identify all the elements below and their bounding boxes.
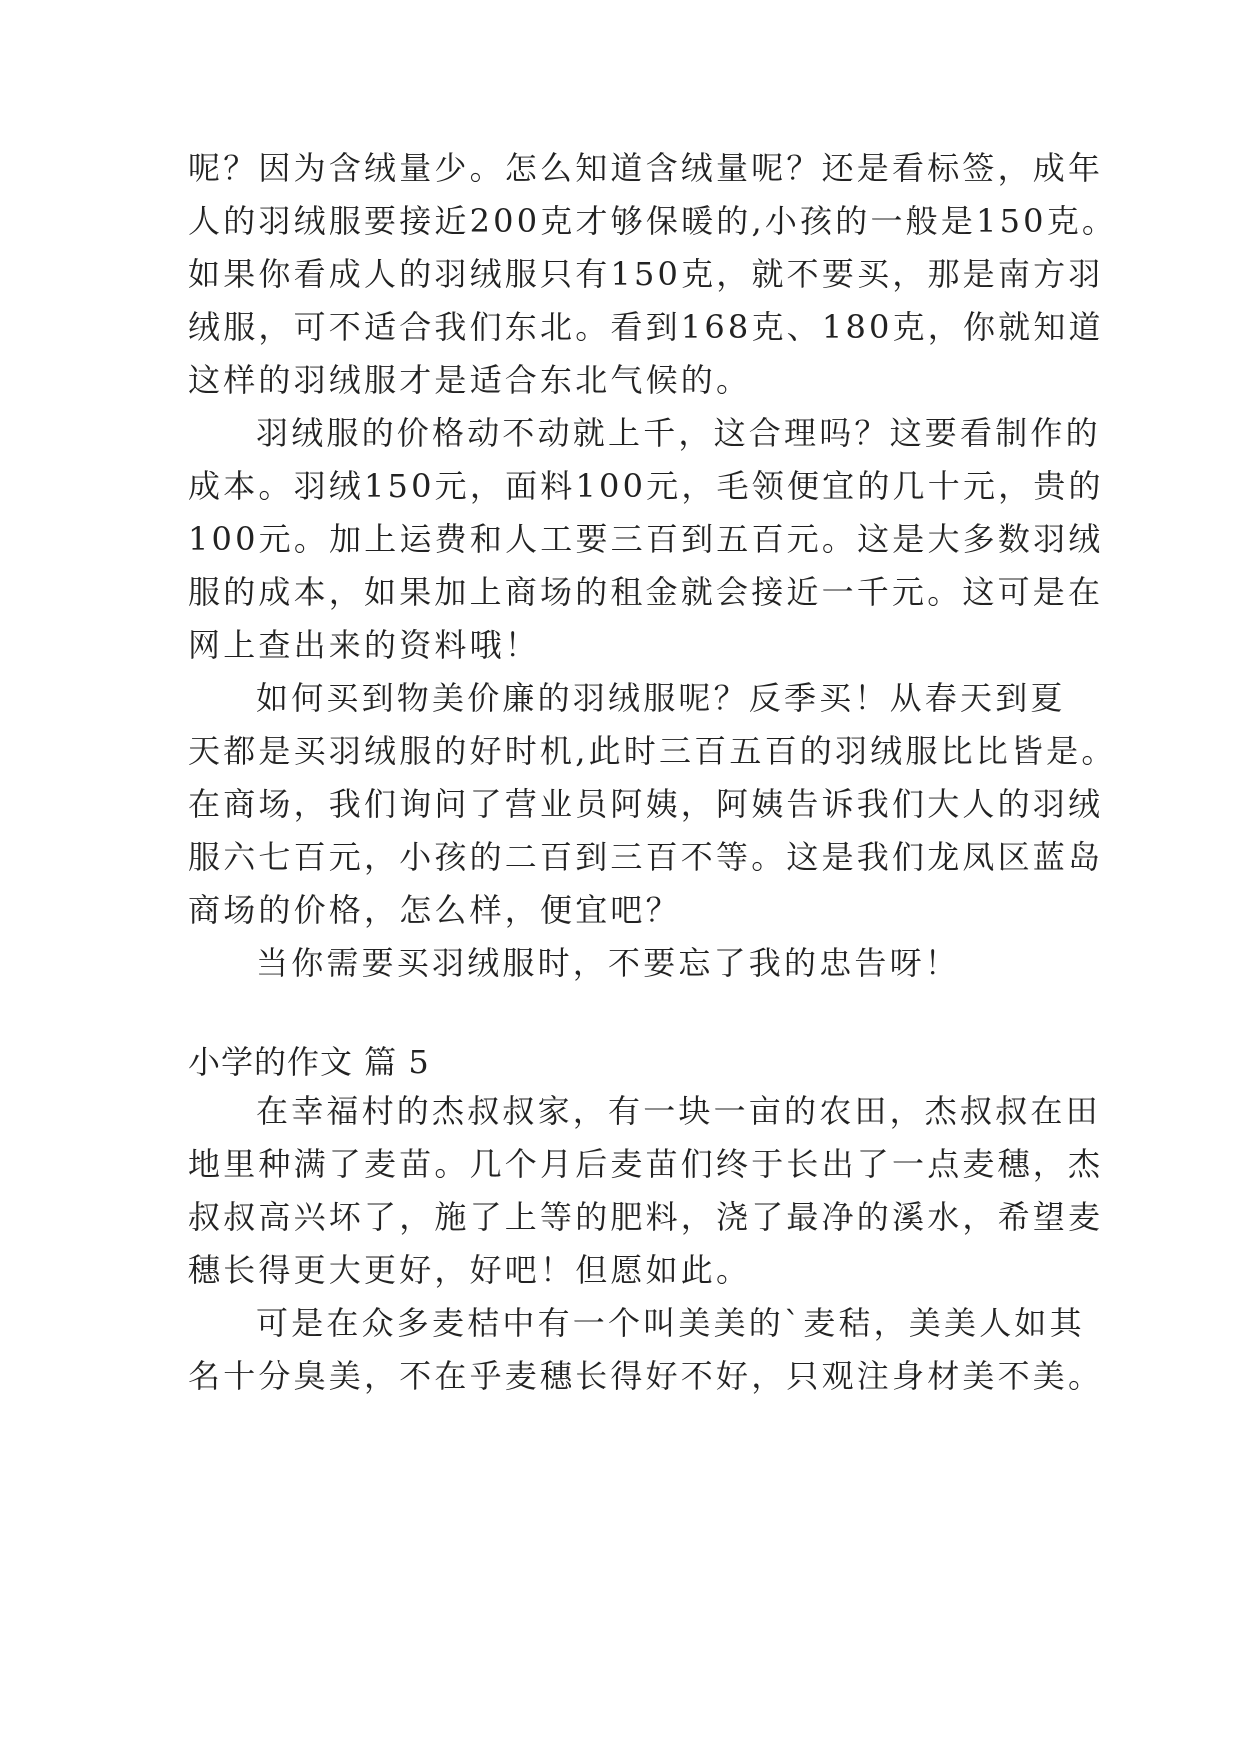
text-line: 天都是买羽绒服的好时机,此时三百五百的羽绒服比比皆是。 (188, 732, 1117, 770)
text-line: 成本。羽绒150元，面料100元，毛领便宜的几十元，贵的 (188, 467, 1104, 505)
text-line: 服的成本，如果加上商场的租金就会接近一千元。这可是在 (188, 573, 1104, 611)
text-line: 如何买到物美价廉的羽绒服呢？反季买！从春天到夏 (256, 679, 1066, 717)
text-line: 当你需要买羽绒服时，不要忘了我的忠告呀！ (256, 944, 961, 982)
text-line: 在幸福村的杰叔叔家，有一块一亩的农田，杰叔叔在田 (256, 1092, 1101, 1130)
text-line: 名十分臭美，不在乎麦穗长得好不好，只观注身材美不美。 (188, 1357, 1104, 1395)
text-line: 地里种满了麦苗。几个月后麦苗们终于长出了一点麦穗，杰 (188, 1145, 1104, 1183)
text-line: 100元。加上运费和人工要三百到五百元。这是大多数羽绒 (188, 520, 1104, 558)
text-line: 羽绒服的价格动不动就上千，这合理吗？这要看制作的 (256, 414, 1101, 452)
text-line: 网上查出来的资料哦！ (188, 626, 541, 664)
text-line: 叔叔高兴坏了，施了上等的肥料，浇了最净的溪水，希望麦 (188, 1198, 1104, 1236)
text-line: 商场的价格，怎么样，便宜吧？ (188, 891, 681, 929)
text-line: 可是在众多麦桔中有一个叫美美的`麦秸，美美人如其 (256, 1304, 1085, 1342)
text-line: 如果你看成人的羽绒服只有150克，就不要买，那是南方羽 (188, 255, 1104, 293)
text-line: 穗长得更大更好，好吧！但愿如此。 (188, 1251, 752, 1289)
text-line: 呢？因为含绒量少。怎么知道含绒量呢？还是看标签，成年 (188, 149, 1104, 187)
text-line: 人的羽绒服要接近200克才够保暖的,小孩的一般是150克。 (188, 202, 1118, 240)
text-line: 绒服，可不适合我们东北。看到168克、180克，你就知道 (188, 308, 1104, 346)
text-line: 服六七百元，小孩的二百到三百不等。这是我们龙凤区蓝岛 (188, 838, 1104, 876)
text-line: 这样的羽绒服才是适合东北气候的。 (188, 361, 752, 399)
text-line: 在商场，我们询问了营业员阿姨，阿姨告诉我们大人的羽绒 (188, 785, 1104, 823)
section-heading: 小学的作文 篇 5 (188, 1043, 430, 1081)
